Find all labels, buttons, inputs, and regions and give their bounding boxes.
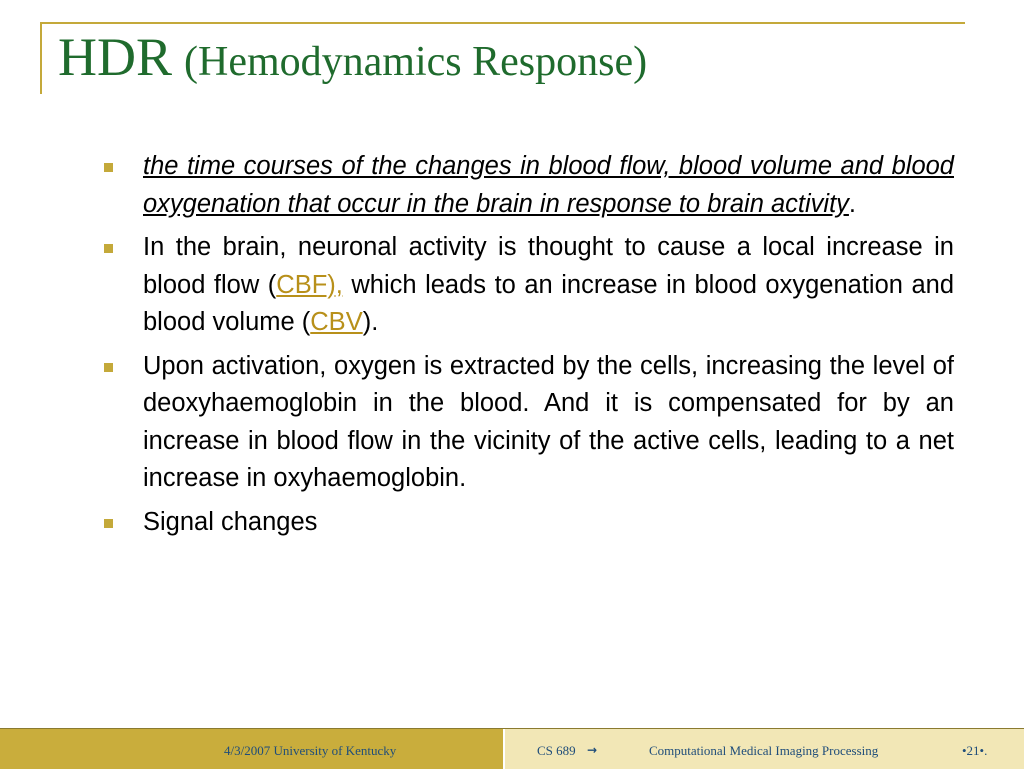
arrow-right-icon: → (587, 743, 598, 757)
footer-course: CS 689 (537, 743, 576, 758)
bullet-item (98, 148, 954, 223)
cbv-link[interactable]: CBV (310, 308, 363, 336)
bullet-item (98, 229, 954, 342)
bullet-text: Signal changes (143, 507, 318, 536)
definition-period: . (848, 189, 857, 218)
footer-left-panel (0, 729, 500, 769)
page-number: •21•. (962, 743, 988, 758)
square-bullet-icon (104, 363, 113, 372)
square-bullet-icon (104, 244, 113, 253)
bullet-text: In the brain, neuronal activity is thought to cause a local increase in blood flow ( (143, 233, 954, 299)
definition-text: the time courses of the changes in blood flow, blood volume and blood oxygenation that occur in the brain in response to brain activity (143, 152, 954, 218)
cbf-link[interactable]: CBF), (276, 270, 343, 299)
bullet-text: which leads to an increase in blood oxygenation and blood volume ( (143, 270, 954, 336)
bullet-text: Upon activation, oxygen is extracted by the cells, increasing the level of deoxyhaemoglobin in the blood. And it is compensated for by an increase in blood flow in the vicinity of the active cells, leading to a net increase in oxyhaemoglobin. (143, 351, 954, 492)
square-bullet-icon (104, 163, 113, 172)
bullet-text: ). (362, 308, 379, 336)
footer-subject: Computational Medical Imaging Processing (649, 743, 879, 758)
footer-right-panel (503, 729, 1024, 769)
bullet-item (98, 504, 954, 542)
title-frame-top-rule (40, 22, 965, 24)
footer-date-university: 4/3/2007 University of Kentucky (224, 743, 397, 758)
slide-footer (0, 728, 1024, 769)
title-main: HDR (58, 27, 173, 87)
square-bullet-icon (104, 519, 113, 528)
bullet-list (98, 148, 954, 547)
bullet-item (98, 348, 954, 498)
title-frame-left-rule (40, 22, 42, 94)
title-subtitle: (Hemodynamics Response) (184, 39, 648, 85)
slide-title (58, 27, 648, 87)
